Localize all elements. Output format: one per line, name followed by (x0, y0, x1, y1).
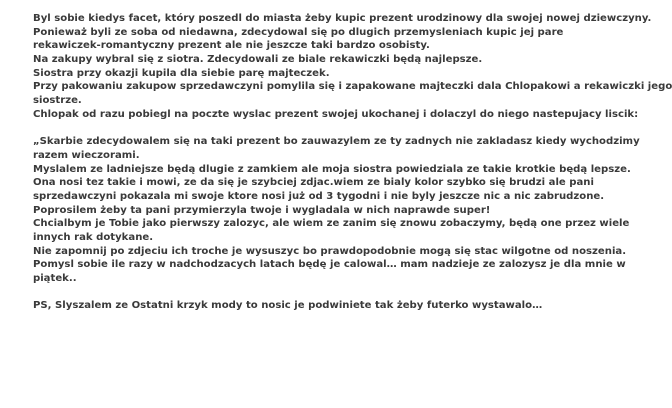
letter-line: Chcialbym je Tobie jako pierwszy zalozyc, ale wiem ze zanim się znowu zobaczymy, będą one przez wiele (33, 218, 630, 230)
paragraph-gap (33, 122, 583, 136)
text-line: siostrze. (33, 95, 82, 107)
text-line: Byl sobie kiedys facet, który poszedl do miasta żeby kupic prezent urodzinowy dla swojej nowej dziewczyny. (33, 13, 652, 24)
postscript-line: PS, Slyszalem ze Ostatni krzyk mody to nosic je podwiniete tak żeby futerko wystawalo… (33, 300, 543, 312)
letter-line: sprzedawczyni pokazala mi swoje ktore nosi już od 3 tygodni i nie byly jeszcze nic a nic zabrudzone. (33, 190, 605, 202)
letter-line: innych rak dotykane. (33, 232, 154, 243)
story-text (33, 12, 672, 313)
text-line: Na zakupy wybral się z siotra. Zdecydowali ze biale rekawiczki będą najlepsze. (33, 54, 483, 66)
text-line: Przy pakowaniu zakupow sprzedawczyni pomylila się i zapakowane majteczki dala Chlopakowi a rekawiczki jego (33, 81, 672, 93)
letter-line: „Skarbie zdecydowalem się na taki prezent bo zauwazylem ze ty zadnych nie zakladasz kiedy wychodzimy (33, 136, 640, 148)
text-line: Siostra przy okazji kupila dla siebie parę majteczek. (33, 67, 330, 79)
letter-line: razem wieczorami. (33, 149, 140, 161)
letter-line: Myslalem ze ladniejsze będą dlugie z zamkiem ale moja siostra powiedziala ze takie krotkie będą lepsze. (33, 163, 631, 175)
text-line: Chlopak od razu pobiegl na poczte wyslac prezent swojej ukochanej i dolaczyl do niego nastepujacy liscik: (33, 108, 639, 120)
letter-line: Nie zapomnij po zdjeciu ich troche je wysuszyc bo prawdopodobnie mogą się stac wilgotne od noszenia. (33, 245, 627, 257)
letter-line: Poprosilem żeby ta pani przymierzyla twoje i wygladala w nich naprawde super! (33, 204, 491, 216)
letter-line: piątek.. (33, 273, 77, 285)
text-line: Ponieważ byli ze soba od niedawna, zdecydowal się po dlugich przemysleniach kupic jej pare (33, 26, 564, 38)
letter-line: Pomysl sobie ile razy w nadchodzacych latach będę je calowal… mam nadzieje ze zalozysz je dla mnie w (33, 259, 626, 271)
paragraph-gap (33, 286, 583, 300)
letter-line: Ona nosi tez takie i mowi, ze da się je szybciej zdjac.wiem ze bialy kolor szybko się brudzi ale pani (33, 177, 594, 189)
text-line: rekawiczek-romantyczny prezent ale nie jeszcze taki bardzo osobisty. (33, 40, 430, 52)
